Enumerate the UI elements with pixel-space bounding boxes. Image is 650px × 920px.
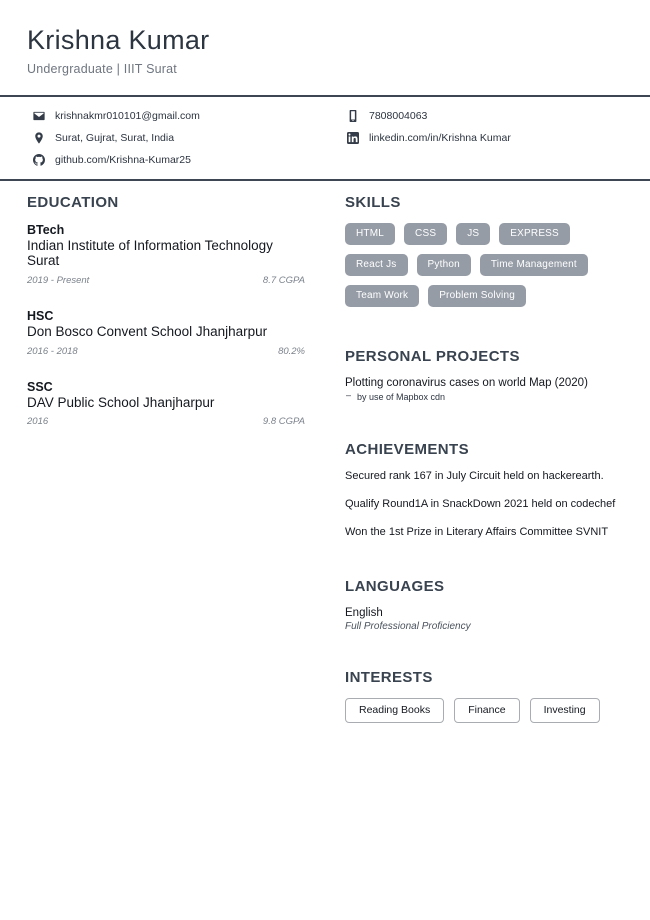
skill-pill: Team Work [345, 285, 419, 307]
section-languages [345, 578, 623, 632]
contact-github [33, 149, 347, 171]
skill-pill: React Js [345, 254, 408, 276]
degree-title: HSC [27, 308, 54, 323]
education-period: 2016 [27, 416, 49, 428]
header-subtitle: Undergraduate | IIIT Surat [27, 62, 177, 76]
section-skills [345, 194, 623, 307]
interests-heading: INTERESTS [345, 669, 433, 686]
contact-email-text: krishnakmr010101@gmail.com [55, 110, 200, 122]
projects-heading: PERSONAL PROJECTS [345, 348, 520, 365]
language-entry [345, 607, 623, 632]
degree-title: BTech [27, 223, 65, 237]
education-entry [27, 223, 305, 286]
education-meta [27, 275, 305, 286]
education-entry [27, 380, 305, 428]
contact-column-right [347, 105, 650, 171]
skill-pill: JS [456, 223, 490, 245]
skill-pill: Python [417, 254, 471, 276]
contact-linkedin [347, 127, 650, 149]
interest-pill: Finance [454, 698, 519, 723]
education-score: 8.7 CGPA [262, 274, 305, 286]
section-achievements [345, 441, 623, 538]
achievement-item: Qualify Round1A in SnackDown 2021 held on codechef [345, 498, 616, 510]
contact-phone-text: 7808004063 [369, 110, 428, 122]
interest-pill: Investing [530, 698, 600, 723]
skill-pill: Problem Solving [428, 285, 526, 307]
languages-heading: LANGUAGES [345, 578, 445, 595]
skill-pill: HTML [345, 223, 395, 245]
education-score: 80.2% [278, 345, 305, 357]
language-level: Full Professional Proficiency [345, 621, 471, 632]
section-education [27, 194, 305, 427]
skills-heading: SKILLS [345, 194, 401, 211]
left-column [27, 194, 305, 759]
school-name: Don Bosco Convent School Jhanjharpur [27, 323, 268, 339]
contact-github-text: github.com/Krishna-Kumar25 [55, 154, 191, 166]
phone-icon [347, 110, 359, 122]
right-column [345, 194, 623, 759]
interests-list [345, 698, 623, 723]
contact-linkedin-text: linkedin.com/in/Krishna Kumar [369, 132, 511, 144]
education-score: 9.8 CGPA [262, 416, 305, 428]
contact-column-left [33, 105, 347, 171]
contact-phone [347, 105, 650, 127]
language-name: English [345, 607, 383, 619]
project-bullet: – by use of Mapbox cdn [345, 392, 623, 402]
page-title: Krishna Kumar [27, 25, 210, 55]
contact-location-text: Surat, Gujrat, Surat, India [55, 132, 175, 144]
contact-block [0, 97, 650, 179]
school-name: Indian Institute of Information Technology Surat [27, 238, 273, 268]
resume-body [0, 181, 650, 759]
email-icon [33, 110, 45, 122]
school-name: DAV Public School Jhanjharpur [27, 394, 215, 410]
contact-email [33, 105, 347, 127]
project-title: Plotting coronavirus cases on world Map (2020) [345, 377, 588, 389]
location-icon [33, 132, 45, 144]
achievements-heading: ACHIEVEMENTS [345, 441, 469, 458]
section-interests [345, 669, 623, 723]
education-period: 2016 - 2018 [27, 345, 78, 357]
education-period: 2019 - Present [27, 274, 90, 286]
education-entry [27, 309, 305, 357]
education-heading: EDUCATION [27, 194, 119, 211]
education-meta [27, 416, 305, 427]
skill-pill: CSS [404, 223, 447, 245]
project-entry [345, 377, 623, 402]
section-personal-projects [345, 348, 623, 402]
achievement-item: Secured rank 167 in July Circuit held on hackerearth. [345, 470, 604, 482]
linkedin-icon [347, 132, 359, 144]
skill-pill: EXPRESS [499, 223, 570, 245]
interest-pill: Reading Books [345, 698, 444, 723]
degree-title: SSC [27, 379, 53, 394]
skill-pill: Time Management [480, 254, 588, 276]
skills-list [345, 223, 623, 307]
contact-location [33, 127, 347, 149]
resume-header [0, 0, 650, 76]
education-meta [27, 346, 305, 357]
github-icon [33, 154, 45, 166]
achievement-item: Won the 1st Prize in Literary Affairs Committee SVNIT [345, 526, 609, 538]
